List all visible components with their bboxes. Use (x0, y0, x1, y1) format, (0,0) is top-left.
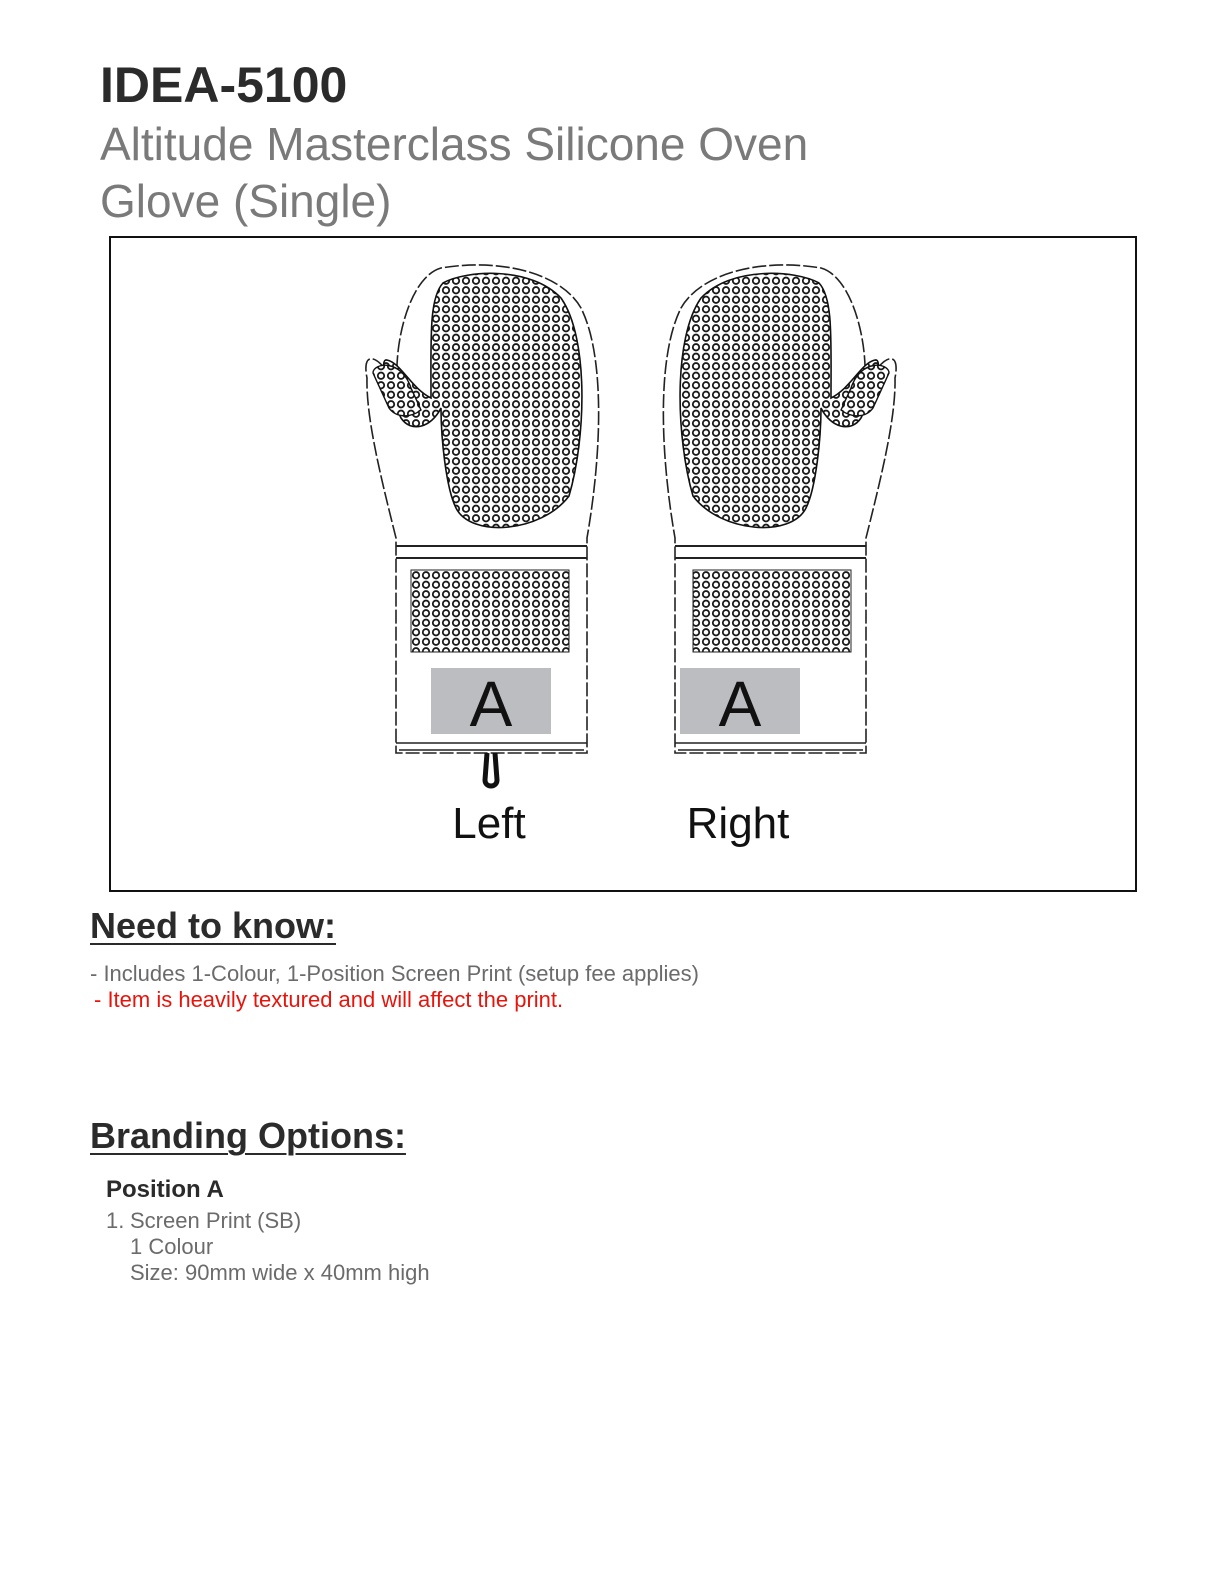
side-label-left: Left (452, 799, 526, 848)
product-name: Altitude Masterclass Silicone Oven Glove (Single) (100, 118, 809, 227)
note-print-included: - Includes 1-Colour, 1-Position Screen Print (setup fee applies) (90, 961, 699, 986)
option-size: Size: 90mm wide x 40mm high (130, 1260, 430, 1285)
option-method: Screen Print (SB) (130, 1208, 302, 1233)
branding-option-list (106, 1208, 430, 1286)
position-title: Position A (106, 1176, 224, 1203)
product-code: IDEA-5100 (100, 57, 348, 113)
list-item (106, 1208, 430, 1286)
branding-options-heading: Branding Options: (90, 1115, 406, 1156)
note-texture-warning: - Item is heavily textured and will affect the print. (94, 987, 564, 1012)
product-illustration (109, 236, 1137, 892)
position-label-left: A (469, 668, 513, 740)
option-colours: 1 Colour (130, 1234, 214, 1259)
side-label-right: Right (686, 799, 790, 848)
position-label-right: A (718, 668, 762, 740)
option-number: 1. (106, 1208, 125, 1233)
need-to-know-heading: Need to know: (90, 905, 337, 946)
